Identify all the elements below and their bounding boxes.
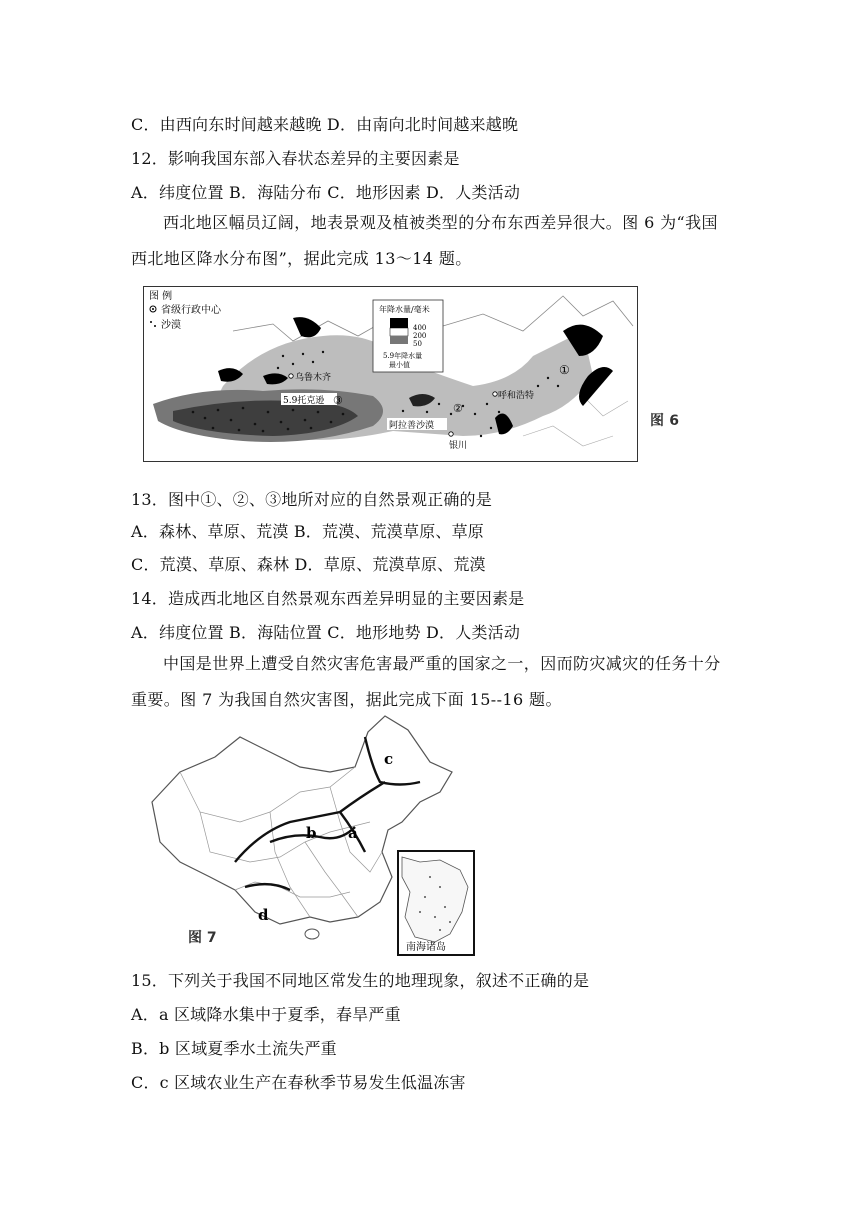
fig6-legend-title: 图 例 [149, 291, 173, 302]
question-14: 14．造成西北地区自然景观东西差异明显的主要因素是 [131, 589, 525, 608]
fig6-city-hohhot: 呼和浩特 [498, 391, 535, 401]
fig7-inset-label: 南海诸岛 [406, 942, 446, 953]
fig6-legend-desert: 沙漠 [161, 320, 181, 331]
fig6-mark-2: ② [453, 402, 463, 415]
fig6-precip-200: 200 [413, 332, 427, 340]
question-12-options: A．纬度位置 B．海陆分布 C．地形因素 D．人类活动 [131, 183, 521, 202]
fig6-precip-min-2: 最小值 [389, 361, 410, 369]
intro-15-16: 中国是世界上遭受自然灾害危害最严重的国家之一，因而防灾减灾的任务十分重要。图 7 为我国自然灾害图，据此完成下面 15--16 题。 [131, 654, 721, 709]
question-13-options-ab: A．森林、草原、荒漠 B．荒漠、荒漠草原、草原 [131, 522, 484, 541]
fig6-precip-min-1: 5.9年降水量 [383, 352, 423, 360]
figure-7-caption: 图 7 [188, 930, 217, 946]
fig7-label-d: d [258, 906, 269, 924]
question-15-option-a: A．a 区域降水集中于夏季，春旱严重 [131, 1005, 401, 1024]
fig6-city-urumqi: 乌鲁木齐 [295, 373, 332, 383]
fig6-precip-50: 50 [413, 340, 422, 348]
fig6-city-yinchuan: 银川 [449, 441, 468, 451]
question-13: 13．图中①、②、③地所对应的自然景观正确的是 [131, 490, 492, 509]
question-15-option-c: C．c 区域农业生产在春秋季节易发生低温冻害 [131, 1073, 466, 1092]
figure-6-precipitation-map [143, 286, 638, 462]
fig6-mark-3: ③ [333, 394, 343, 407]
question-13-options-cd: C．荒漠、草原、森林 D．草原、荒漠草原、荒漠 [131, 555, 486, 574]
question-12: 12．影响我国东部入春状态差异的主要因素是 [131, 149, 460, 168]
fig6-city-tuokexun: 5.9托克逊 [283, 396, 325, 406]
intro-13-14: 西北地区幅员辽阔，地表景观及植被类型的分布东西差异很大。图 6 为“我国西北地区降水分布图”，据此完成 13～14 题。 [131, 213, 718, 268]
figure-6-caption: 图 6 [650, 413, 680, 429]
figure-7-disaster-map [140, 712, 485, 958]
fig6-precip-400: 400 [413, 324, 427, 332]
fig7-label-c: c [384, 750, 394, 768]
fig6-desert-alxa: 阿拉善沙漠 [389, 421, 435, 431]
question-15: 15．下列关于我国不同地区常发生的地理现象，叙述不正确的是 [131, 971, 590, 990]
fig7-label-a: a [348, 824, 358, 842]
fig6-precip-title: 年降水量/毫米 [379, 305, 430, 314]
question-14-options: A．纬度位置 B．海陆位置 C．地形地势 D．人类活动 [131, 623, 521, 642]
desert-dots-icon [150, 321, 152, 323]
option-line-cd-11: C．由西向东时间越来越晚 D．由南向北时间越来越晚 [131, 115, 519, 134]
fig6-legend-capital: 省级行政中心 [161, 305, 221, 316]
fig7-label-b: b [306, 824, 317, 842]
fig6-mark-1: ① [559, 363, 570, 377]
question-15-option-b: B．b 区域夏季水土流失严重 [131, 1039, 337, 1058]
